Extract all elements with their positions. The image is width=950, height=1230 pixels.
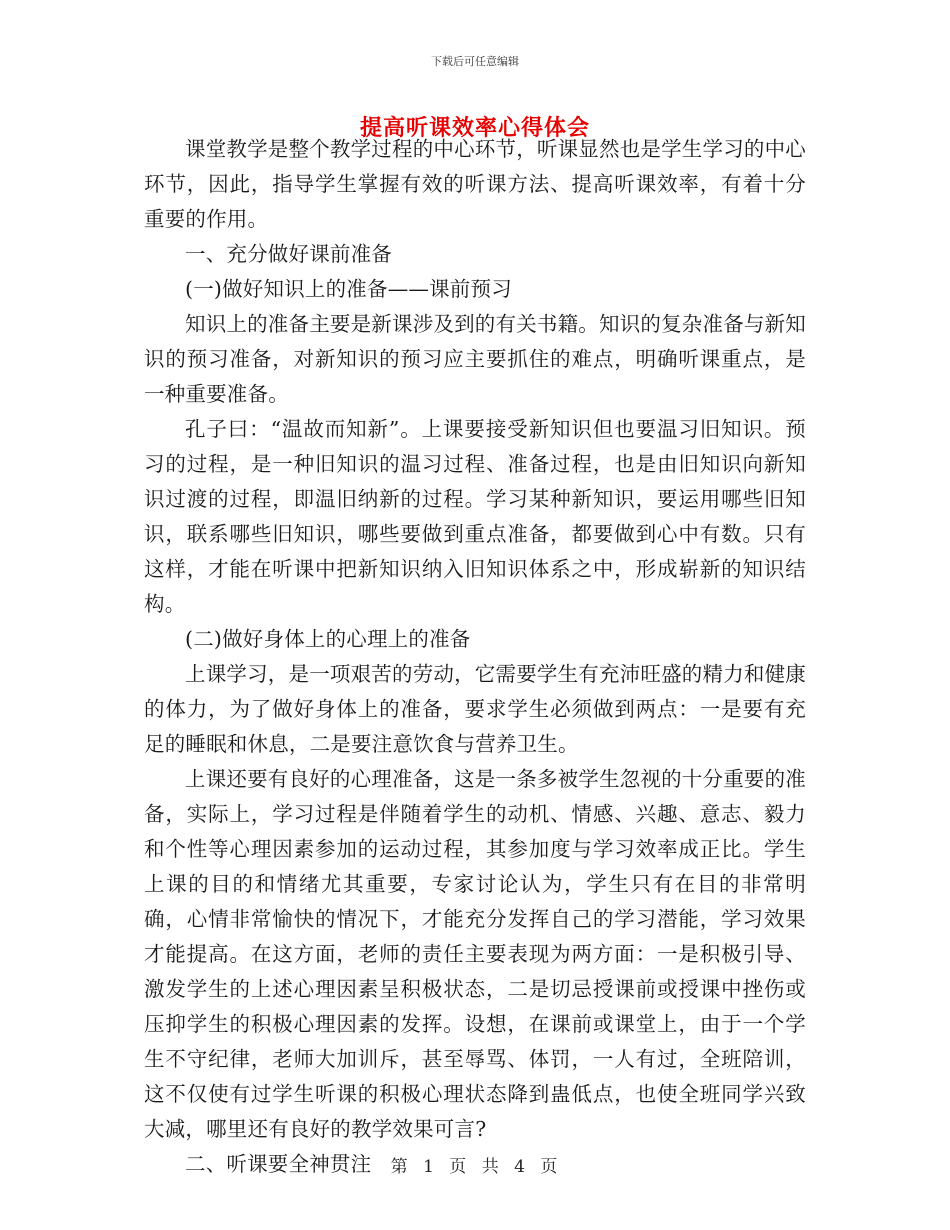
- footer-page-number: 1: [423, 1157, 436, 1177]
- footer-total-pages: 4: [514, 1157, 527, 1177]
- paragraph-mental-prep: 上课还要有良好的心理准备，这是一条多被学生忽视的十分重要的准备，实际上，学习过程是伴随着学生的动机、情感、兴趣、意志、毅力和个性等心理因素参加的运动过程，其参加度与学习效率成正比。学生上课的目的和情绪尤其重要，专家讨论认为，学生只有在目的非常明确，心情非常愉快的情况下，才能充分发挥自己的学习潜能，学习效果才能提高。在这方面，老师的责任主要表现为两方面：一是积极引导、激发学生的上述心理因素呈积极状态，二是切忌授课前或授课中挫伤或压抑学生的积极心理因素的发挥。设想，在课前或课堂上，由于一个学生不守纪律，老师大加训斥，甚至辱骂、体罚，一人有过，全班陪训，这不仅使有过学生听课的积极心理状态降到蛊低点，也使全班同学兴致大减，哪里还有良好的教学效果可言?: [144, 767, 806, 1141]
- paragraph-confucius: 孔子曰：“温故而知新”。上课要接受新知识但也要温习旧知识。预习的过程，是一种旧知识的温习过程、准备过程，也是由旧知识向新知识过渡的过程，即温旧纳新的过程。学习某种新知识，要运用哪些旧知识，联系哪些旧知识，哪些要做到重点准备，都要做到心中有数。只有这样，才能在听课中把新知识纳入旧知识体系之中，形成崭新的知识结构。: [144, 417, 806, 616]
- section-heading-2: 二、听课要全神贯注: [185, 1152, 372, 1176]
- subsection-heading-1-1: (一)做好知识上的准备——课前预习: [185, 277, 512, 301]
- document-body: [144, 132, 806, 1182]
- paragraph-physical-prep: 上课学习，是一项艰苦的劳动，它需要学生有充沛旺盛的精力和健康的体力，为了做好身体上的准备，要求学生必须做到两点：一是要有充足的睡眠和休息，二是要注意饮食与营养卫生。: [144, 662, 806, 756]
- paragraph-intro: 课堂教学是整个教学过程的中心环节，听课显然也是学生学习的中心环节，因此，指导学生掌握有效的听课方法、提高听课效率，有着十分重要的作用。: [144, 137, 806, 231]
- subsection-heading-1-2: (二)做好身体上的心理上的准备: [185, 627, 471, 651]
- section-heading-1: 一、充分做好课前准备: [185, 242, 392, 266]
- page-footer: [0, 1152, 950, 1177]
- document-title: 提高听课效率心得体会: [359, 115, 590, 141]
- footer-total-label: 共: [481, 1157, 501, 1177]
- header-note: 下载后可任意编辑: [431, 55, 519, 68]
- footer-total-unit: 页: [540, 1157, 560, 1177]
- paragraph-knowledge-prep: 知识上的准备主要是新课涉及到的有关书籍。知识的复杂准备与新知识的预习准备，对新知识的预习应主要抓住的难点，明确听课重点，是一种重要准备。: [144, 312, 806, 406]
- footer-page-label: 第: [390, 1157, 410, 1177]
- footer-page-unit: 页: [449, 1157, 469, 1177]
